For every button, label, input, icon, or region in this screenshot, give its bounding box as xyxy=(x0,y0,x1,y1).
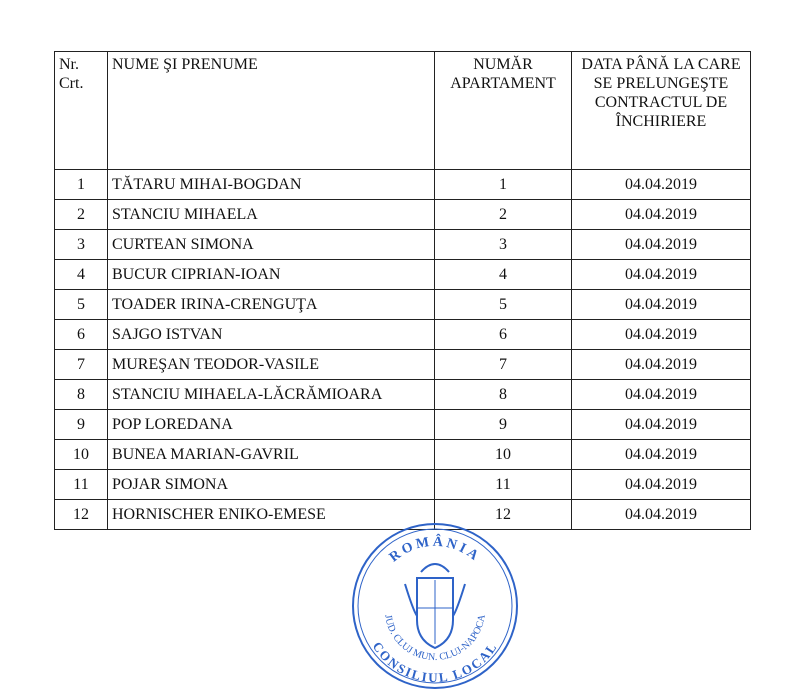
row-apartment: 6 xyxy=(435,320,572,350)
official-stamp xyxy=(345,520,525,692)
stamp-council-text: CONSILIUL LOCAL xyxy=(369,638,501,686)
row-apartment: 9 xyxy=(435,410,572,440)
table-row xyxy=(55,350,751,380)
row-nr: 1 xyxy=(55,170,108,200)
row-apartment: 2 xyxy=(435,200,572,230)
row-date: 04.04.2019 xyxy=(572,440,751,470)
row-name: STANCIU MIHAELA-LĂCRĂMIOARA xyxy=(108,380,435,410)
table-row xyxy=(55,200,751,230)
row-name: POJAR SIMONA xyxy=(108,470,435,500)
row-nr: 10 xyxy=(55,440,108,470)
header-date: DATA PÂNĂ LA CARE SE PRELUNGEŞTE CONTRACTUL DE ÎNCHIRIERE xyxy=(572,52,751,170)
row-apartment: 1 xyxy=(435,170,572,200)
header-name: NUME ŞI PRENUME xyxy=(108,52,435,170)
row-nr: 3 xyxy=(55,230,108,260)
table-row xyxy=(55,230,751,260)
stamp-country-text: ROMÂNIA xyxy=(386,534,484,566)
row-nr: 2 xyxy=(55,200,108,230)
row-nr: 7 xyxy=(55,350,108,380)
row-name: MUREŞAN TEODOR-VASILE xyxy=(108,350,435,380)
table-row xyxy=(55,320,751,350)
row-name: TOADER IRINA-CRENGUŢA xyxy=(108,290,435,320)
table-header-row xyxy=(55,52,751,170)
row-apartment: 11 xyxy=(435,470,572,500)
row-apartment: 10 xyxy=(435,440,572,470)
row-name: TĂTARU MIHAI-BOGDAN xyxy=(108,170,435,200)
row-name: HORNISCHER ENIKO-EMESE xyxy=(108,500,435,530)
row-date: 04.04.2019 xyxy=(572,290,751,320)
row-name: STANCIU MIHAELA xyxy=(108,200,435,230)
row-nr: 6 xyxy=(55,320,108,350)
header-nr: Nr. Crt. xyxy=(55,52,108,170)
table-row xyxy=(55,290,751,320)
row-nr: 8 xyxy=(55,380,108,410)
row-apartment: 8 xyxy=(435,380,572,410)
table-row xyxy=(55,440,751,470)
row-apartment: 7 xyxy=(435,350,572,380)
table-row xyxy=(55,380,751,410)
row-nr: 12 xyxy=(55,500,108,530)
table-row xyxy=(55,170,751,200)
row-date: 04.04.2019 xyxy=(572,200,751,230)
row-name: BUNEA MARIAN-GAVRIL xyxy=(108,440,435,470)
table-row xyxy=(55,410,751,440)
row-nr: 9 xyxy=(55,410,108,440)
row-date: 04.04.2019 xyxy=(572,170,751,200)
header-apartment: NUMĂR APARTAMENT xyxy=(435,52,572,170)
row-date: 04.04.2019 xyxy=(572,320,751,350)
row-name: SAJGO ISTVAN xyxy=(108,320,435,350)
row-name: CURTEAN SIMONA xyxy=(108,230,435,260)
row-date: 04.04.2019 xyxy=(572,410,751,440)
row-date: 04.04.2019 xyxy=(572,470,751,500)
row-nr: 5 xyxy=(55,290,108,320)
tenants-table xyxy=(54,51,751,530)
row-nr: 11 xyxy=(55,470,108,500)
row-apartment: 3 xyxy=(435,230,572,260)
row-name: POP LOREDANA xyxy=(108,410,435,440)
row-apartment: 4 xyxy=(435,260,572,290)
row-apartment: 12 xyxy=(435,500,572,530)
row-date: 04.04.2019 xyxy=(572,380,751,410)
table-row xyxy=(55,470,751,500)
row-date: 04.04.2019 xyxy=(572,260,751,290)
row-name: BUCUR CIPRIAN-IOAN xyxy=(108,260,435,290)
stamp-county-text: JUD. CLUJ MUN. CLUJ-NAPOCA xyxy=(382,613,488,664)
row-date: 04.04.2019 xyxy=(572,230,751,260)
eagle-head-icon xyxy=(421,564,449,572)
table-row xyxy=(55,260,751,290)
row-date: 04.04.2019 xyxy=(572,500,751,530)
row-apartment: 5 xyxy=(435,290,572,320)
row-nr: 4 xyxy=(55,260,108,290)
row-date: 04.04.2019 xyxy=(572,350,751,380)
